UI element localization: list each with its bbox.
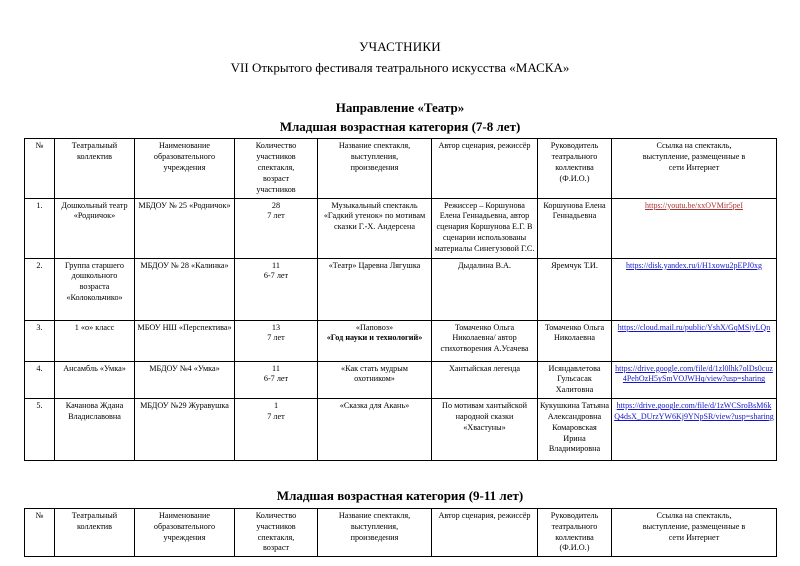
cell-link [612,320,777,361]
cell-author: Режиссер – Коршунова Елена Геннадьевна, автор сценария Коршунова Е.Г. В сценарии использованы материалы Синегузовой Г.С. [432,198,538,258]
cell-count [235,399,318,461]
column-header-team [55,508,135,556]
cell-link [612,361,777,398]
column-header-org [135,139,235,198]
participants-table-7-8 [24,138,777,461]
cell-performance-name: Музыкальный спектакль «Гадкий утенок» по мотивам сказки Г.-Х. Андерсена [318,198,432,258]
cell-leader: Томаченко Ольга Николаевна [538,320,612,361]
column-header-num [25,508,55,556]
age-value: 7 лет [267,333,285,343]
count-value: 1 [273,401,279,411]
cell-leader: Коршунова Елена Геннадьевна [538,198,612,258]
header-line: (Ф.И.О.) [559,543,590,553]
header-line: произведения [350,163,399,173]
column-header-count [235,508,318,556]
cell-org: МБДОУ №29 Журавушка [135,399,235,461]
cell-team: Дошкольный театр «Родничок» [55,198,135,258]
cell-count [235,320,318,361]
column-header-author [432,139,538,198]
document-header [0,0,800,78]
participants-table-7-8-wrapper [0,138,800,461]
header-line: учреждения [163,163,206,173]
header-line: сети Интернет [668,532,720,542]
cell-num: 1. [25,198,55,258]
header-line: (Ф.И.О.) [559,173,590,183]
header-line: Наименование [158,510,210,520]
cell-num: 4. [25,361,55,398]
category-heading-7-8: Младшая возрастная категория (7-8 лет) [279,118,521,134]
header-line: Количество [255,510,297,520]
cell-performance-name: «Сказка для Акань» [318,399,432,461]
count-value: 11 [272,260,280,270]
header-line: Театральный [71,141,118,151]
header-line: Количество [255,141,297,151]
page-subtitle: VII Открытого фестиваля театрального искусства «МАСКА» [230,59,570,75]
participants-table-9-11 [24,508,777,557]
header-line: коллектива [555,532,594,542]
age-value: 7 лет [267,211,285,221]
column-header-name [318,508,432,556]
header-line: образовательного [153,152,216,162]
header-line: спектакля, [257,532,295,542]
table-body-7-8 [25,198,777,460]
header-line: театрального [551,152,598,162]
page-title: УЧАСТНИКИ [359,39,441,54]
column-header-org [135,508,235,556]
header-line: участников [256,521,296,531]
age-value: 6-7 лет [263,374,289,384]
header-line: Название спектакля, [338,141,411,151]
cell-link [612,258,777,320]
column-header-count [235,139,318,198]
header-line: участников [256,152,296,162]
performance-link[interactable]: https://drive.google.com/file/d/1zWCSroBsM6kQ4dsX_DUrzYW6Kj9YNpSR/view?usp=sharing [614,401,774,421]
cell-team: 1 «о» класс [55,320,135,361]
header-line: Автор сценария, режиссёр [438,510,531,520]
cell-leader: Яремчук Т.И. [538,258,612,320]
header-line: № [35,510,44,520]
header-line: коллектив [76,521,113,531]
header-line: коллектива [555,163,594,173]
header-line: учреждения [163,532,206,542]
direction-heading: Направление «Театр» [335,99,465,115]
column-header-author [432,508,538,556]
header-line: спектакля, [257,163,295,173]
column-header-link [612,508,777,556]
header-line: Название спектакля, [338,510,411,520]
cell-leader: Кукушкина Татьяна Александровна Комаровская Ирина Владимировна [538,399,612,461]
header-line: сети Интернет [668,163,720,173]
cell-performance-name: «Театр» Царевна Лягушка [318,258,432,320]
column-header-leader [538,508,612,556]
header-line: Автор сценария, режиссёр [438,141,531,151]
header-line: возраст [262,543,290,553]
cell-link [612,399,777,461]
cell-author: Хантыйская легенда [432,361,538,398]
cell-org: МБДОУ № 25 «Родничок» [135,198,235,258]
cell-performance-name: «Как стать мудрым охотником» [318,361,432,398]
cell-org: МБДОУ №4 «Умка» [135,361,235,398]
table-row [25,258,777,320]
count-value: 13 [271,322,281,332]
column-header-leader [538,139,612,198]
cell-team: Группа старшего дошкольного возраста «Колокольчико» [55,258,135,320]
performance-subtitle: «Год науки и технологий» [326,333,423,343]
cell-count [235,258,318,320]
header-line: Ссылка на спектакль, [656,141,732,151]
cell-author: Дыдалина В.А. [432,258,538,320]
header-line: образовательного [153,521,216,531]
cell-author: Томаченко Ольга Николаевна/ автор стихотворения А.Усачева [432,320,538,361]
column-header-num [25,139,55,198]
table-header-row [25,139,777,198]
table-row [25,320,777,361]
cell-num: 3. [25,320,55,361]
performance-link[interactable]: https://disk.yandex.ru/i/H1xowu2pEPJ0xg [626,260,762,270]
cell-count [235,361,318,398]
table-row [25,198,777,258]
performance-title: «Паповоз» [355,322,394,332]
cell-author: По мотивам хантыйской народной сказки «Хвастуны» [432,399,538,461]
participants-table-9-11-wrapper [0,508,800,557]
performance-link[interactable]: https://drive.google.com/file/d/1zl0lhk7olDs0cuz4PehOzH5ySmVOJWHq/view?usp=sharing [615,363,773,384]
performance-link[interactable]: https://youtu.be/xxOVMir5peI [645,200,743,210]
cell-num: 5. [25,399,55,461]
performance-link[interactable]: https://cloud.mail.ru/public/YshX/GqMSiyLQn [617,322,771,332]
cell-count [235,198,318,258]
table-row [25,361,777,398]
header-line: возраст [262,173,290,183]
header-line: Театральный [71,510,118,520]
column-header-team [55,139,135,198]
age-value: 6-7 лет [263,271,289,281]
header-line: выступление, размещенные в [642,152,746,162]
header-line: № [35,141,44,151]
cell-num: 2. [25,258,55,320]
cell-org: МБОУ НШ «Перспектива» [135,320,235,361]
table-header-row [25,508,777,556]
header-line: Руководитель [550,141,599,151]
category-heading-9-11: Младшая возрастная категория (9-11 лет) [276,488,524,504]
cell-leader: Исяндавлетова Гульсасак Халитовна [538,361,612,398]
count-value: 11 [272,363,280,373]
cell-team: Качанова Ждана Владиславовна [55,399,135,461]
header-line: Руководитель [550,510,599,520]
header-line: произведения [350,532,399,542]
header-line: Наименование [158,141,210,151]
cell-link [612,198,777,258]
column-header-link [612,139,777,198]
header-line: выступления, [350,152,399,162]
age-value: 7 лет [267,411,285,421]
header-line: участников [256,184,296,194]
header-line: театрального [551,521,598,531]
header-line: выступления, [350,521,399,531]
header-line: выступление, размещенные в [642,521,746,531]
cell-org: МБДОУ № 28 «Калинка» [135,258,235,320]
column-header-name [318,139,432,198]
header-line: коллектив [76,152,113,162]
header-line: Ссылка на спектакль, [656,510,732,520]
cell-team: Ансамбль «Умка» [55,361,135,398]
table-row [25,399,777,461]
section-divider-space [0,461,800,488]
cell-performance-name [318,320,432,361]
count-value: 28 [271,200,281,210]
